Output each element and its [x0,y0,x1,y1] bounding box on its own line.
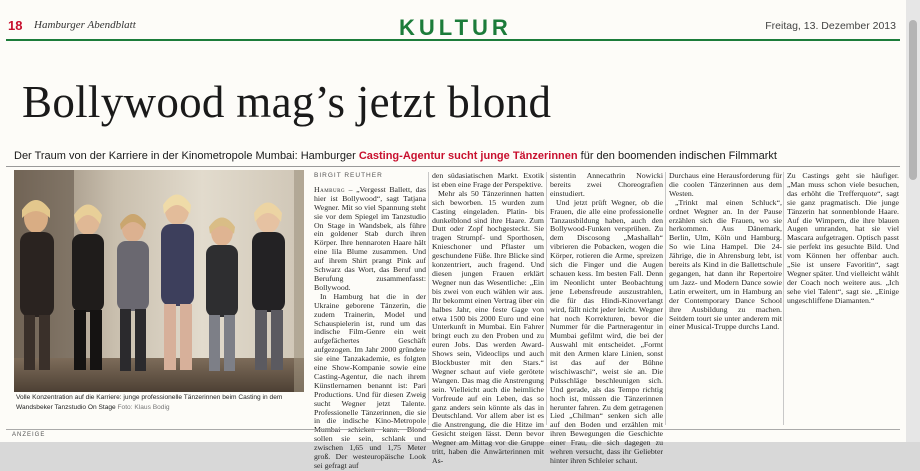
photo-credit: Foto: Klaus Bodig [117,403,170,411]
issue-date: Freitag, 13. Dezember 2013 [765,20,896,32]
dateline: Hamburg [314,184,346,194]
deck-rule [6,166,900,167]
deck-highlight: Casting-Agentur sucht junge Tänzerinnen [358,150,578,162]
article-headline: Bollywood mag’s jetzt blond [22,77,552,127]
page-header [0,0,906,40]
section-title: KULTUR [399,15,512,40]
paragraph: Und jetzt prüft Wegner, ob die Frauen, die alle eine professionelle Tanzausbildung haben, auch den Bollywood-Funken versprühen. Zu dem Discosong „Mashallah“ vibrieren die Pobacken, wogen die Körper, rotieren die Arme, spreizen sich die Finger und die Augen schauen kess. Im besten Fall. Denn im Neonlicht unter Beobachtung jene Lebensfreude auszustrahlen, die für das Hindi-Kinoverlangt wird, fällt nicht jeder leicht. Wegner hat noch Korrekturen, bevor die Nummer für die Partneragentur in Mumbai gefilmt wird, die bei der Auswahl mit entscheidet. „Formt mit den Armen klare Linien, sonst ist das auf der Bühne wischiwaschi“, weist sie an. Die Pulsschläge beschleunigen sich. Und gerade, als das Tempo richtig hoch ist, müssen die Tänzerinnen herunter fahren. Zu dem getragenen Lied „Chilman“ senken sich alle auf den Boden und erzählen mit ihren Bewegungen die Geschichte einer Frau, die sich dagegen zu wehren versucht, dass ihr Geliebter hinter ihren Schleier schaut. [550,197,663,465]
caption-text: Volle Konzentration auf die Karriere: junge professionelle Tänzerinnen beim Casting in dem Wandsbeker Tanzstudio On Stage [16,394,283,411]
paragraph: Durchaus eine Herausforderung für die coolen Tänzerinnen aus dem Westen. [669,171,782,198]
advertisement-label: ANZEIGE [12,432,46,438]
article-author: BIRGIT REUTHER [314,172,383,179]
paragraph: den südasiatischen Markt. Exotik ist eben eine Frage der Perspektive. [432,171,544,189]
paragraph: „Trinkt mal einen Schluck“, ordnet Wegner an. In der Pause erzählen sich die Frauen, wo sie herkommen. Aus Dänemark, Berlin, Ulm, Köln und Hamburg. So wie Lina Hampel. Die 24-Jährige, die in Ahrensburg lebt, ist bereits als Kind in die Ballettschule gegangen, hat dann ihr Repertoire um Jazz- und Modern Dance sowie Latin erweitert, um in Hamburg an der Contemporary Dance School ihre Ausbildung zu machen. Seitdem tourt sie unter anderem mit einer Musical-Truppe durchs Land. [669,197,782,332]
header-rule [6,39,900,41]
column-divider [665,172,666,425]
article-photo [14,170,304,392]
footer-rule [6,429,900,430]
paragraph: In Hamburg hat die in der Ukraine geborene Tänzerin, die zudem Trainerin, Model und Schauspielerin ist, rund um das indische Film-Genre ein weit aufgefächertes Geschäft aufgezogen. Im Jahr 2000 gründete sie eine Tanzakademie, es folgten eine Show-Kompanie sowie eine Casting-Agentur, die nach ihrem Künstlernamen benannt ist: Pari Productions. Und für diesen Zweig sucht Wegner jetzt Talente. Professionelle Tänzerinnen, die sie in die indische Kino-Metropole Mumbai schicken kann. Blond sollen sie sein, schlank und zwischen 1,65 und 1,75 Meter groß. Der westeuropäische Look sei gefragt auf [314,291,426,470]
paragraph: sistentin Annecathrin Nowicki bereits zwei Choreografien einstudiert. [550,171,663,198]
deck-text-1: Der Traum von der Karriere in der Kinometropole Mumbai: Hamburger [14,150,359,162]
paragraph: Zu Castings geht sie häufiger. „Man muss schon viele besuchen, das erhöht die Trefferquote“, sagt sie ganz pragmatisch. Die junge Tänzerin hat sonnenblonde Haare. Auf die Wimpern, die ihre blauen Augen umranden, hat sie viel Mascara aufgetragen. Optisch passt sie perfekt ins gesuchte Bild. Und vom Können her offenbar auch. „Sie ist unsere Favoritin“, sagt Wegner später. Und vielleicht wählt der Coach noch weitere aus. „Ich sehe viel Talent“, sagt sie. „Einige ungeschliffene Diamanten.“ [787,171,899,305]
scrollbar-thumb[interactable] [909,20,917,180]
article-column-2 [432,172,544,466]
column-divider [428,172,429,425]
paragraph [314,186,426,293]
column-divider [783,172,784,425]
paragraph-text: – „Vergesst Ballett, das hier ist Bollywood“, sagt Tatjana Wegner. Mit so viel Spannung steht sie vor dem Spiegel im Tanzstudio On Stage in Wandsbek, als führe ein goldener Stab durch ihren Körper. Ihre hennaroten Haare hält eine lila Blume zusammen. Und auf ihrem Shirt prangt Pink auf Schwarz das Wort, das Beruf und Berufung zusammenfasst: Bollywood. [314,184,426,292]
vertical-scrollbar[interactable] [906,0,920,442]
article-column-1 [314,172,426,471]
photo-caption [16,393,306,412]
paragraph: Mehr als 50 Tänzerinnen hatten sich beworben. 15 wurden zum Casting eingeladen. Platin- bis dunkelblond sind ihre Haare. Zum Dutt oder Zopf hochgesteckt. Sie tragen Strumpf- und Sporthosen, Knieschoner und Pflaster um geschundene Füße. Ihre Blicke sind konzentriert, auch fragend. Und diesen jungen Frauen erklärt Wegner nun das Wesentliche: „Ein bis zwei von euch wählen wir aus. Ihr bekommt einen Vertrag über ein halbes Jahr, eine feste Gage von etwa 1500 bis 2000 Euro und eine Unterkunft in Mumbai. Ein Fahrer bringt euch zu den Proben und zu euren Jobs. Das werden Award-Shows sein, Videoclips und auch Blockbuster mit den Stars.“ Wegner schaut auf viele gerötete Wangen. Das mag die Anstrengung sein. Vielleicht auch die heimliche Vorfreude auf ein Leben, das so ganz anders sein könnte als das in Deutschland. Vor allem aber ist es die Anstrengung, die die Hitze im Gesicht steigen lässt. Denn bevor Wegner am Mittag vor die Gruppe tritt, haben die Anwärterinnen mit As- [432,188,544,465]
article-column-3 [550,172,663,466]
article-column-4 [669,172,782,332]
column-divider [546,172,547,425]
page-number: 18 [8,18,23,33]
article-column-5 [787,172,899,306]
dancers-photo-illustration [14,170,304,392]
article-subheadline [14,150,777,162]
newspaper-name: Hamburger Abendblatt [34,19,136,31]
deck-text-2: für den boomenden indischen Filmmarkt [577,150,777,162]
